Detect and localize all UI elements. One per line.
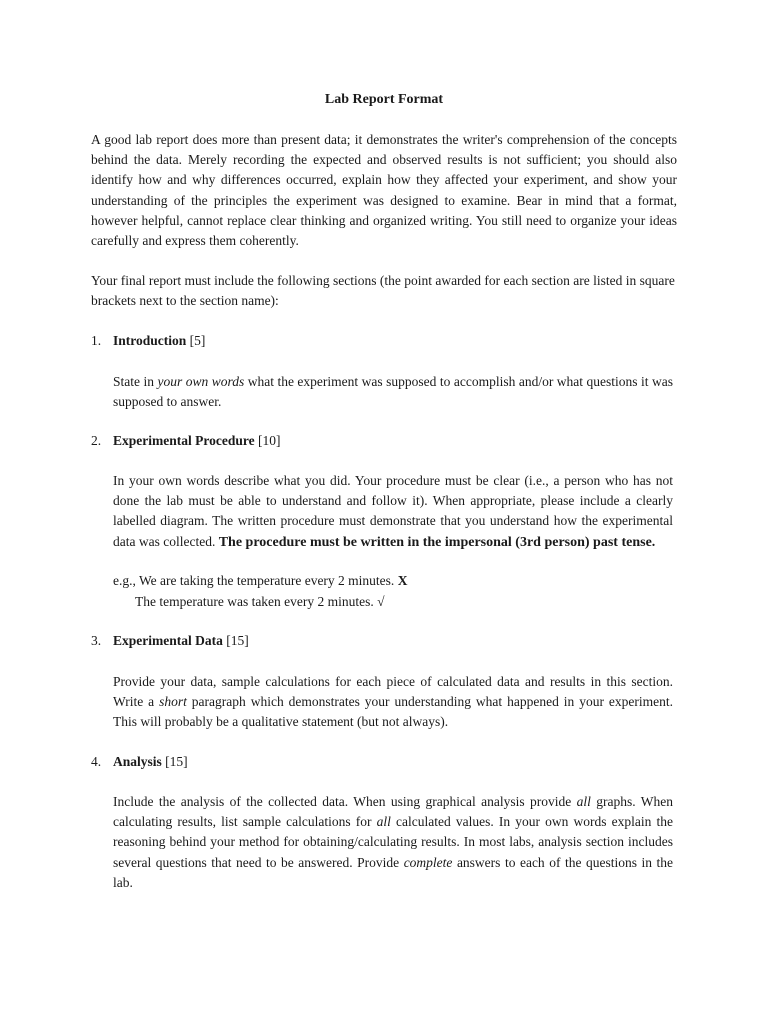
section-number: 1. — [91, 333, 102, 348]
body-text: Provide your data, sample calculations for each piece of calculated data and results in this section. Write a — [113, 674, 673, 710]
section-points: [10] — [257, 433, 281, 448]
body-text: graphs. When calculating results, list sample calculations for — [113, 794, 674, 830]
section-heading — [113, 331, 205, 351]
body-text: paragraph which demonstrates your understanding what happened in your experiment. This will probably be a qualitative statement (but not always). — [113, 694, 674, 730]
example-incorrect — [113, 571, 407, 591]
section-number: 2. — [91, 433, 102, 448]
body-text: Include the analysis of the collected data. When using graphical analysis provide — [113, 794, 577, 809]
body-text: what the experiment was supposed to accomplish and/or what questions it was supposed to answer. — [113, 374, 674, 410]
example-correct — [135, 592, 385, 612]
example-text: The temperature was taken every 2 minutes. — [135, 594, 378, 609]
section-body — [113, 372, 673, 412]
body-emphasis: all — [376, 814, 391, 830]
body-bold-requirement: The procedure must be written in the impersonal (3rd person) past tense. — [218, 534, 656, 550]
body-emphasis: complete — [403, 854, 453, 870]
body-text: calculated values. In your own words explain the reasoning behind your method for obtaining/calculating results. In most labs, analysis section includes several questions that need to be answered. Provide — [113, 814, 673, 870]
section-body — [113, 471, 673, 553]
section-name: Analysis — [113, 754, 162, 769]
section-heading — [113, 631, 249, 651]
body-text: answers to each of the questions in the lab. — [113, 854, 673, 890]
body-emphasis: short — [159, 694, 187, 710]
section-body — [113, 792, 673, 893]
body-emphasis: your own words — [157, 374, 245, 389]
section-heading — [113, 431, 280, 451]
section-heading — [113, 752, 188, 772]
section-points: [15] — [165, 754, 188, 769]
intro-paragraph: A good lab report does more than present data; it demonstrates the writer's comprehension of the concepts behind the data. Merely recording the expected and observed results is not sufficient; you should also identify how and why differences occurred, explain how they affected your experiment, and show your understanding of the principles the experiment was designed to examine. Bear in mind that a format, however helpful, cannot replace clear thinking and organized writing. You still need to organize your ideas carefully and express them coherently. — [91, 132, 677, 249]
body-text: State in — [113, 374, 158, 389]
section-number: 4. — [91, 754, 102, 769]
page-title: Lab Report Format — [324, 92, 444, 107]
body-text: In your own words describe what you did. Your procedure must be clear (i.e., a person who has not done the lab must be able to understand and follow it). When appropriate, please include a clearly labelled diagram. The written procedure must demonstrate that you understand how the experimental data was collected. — [113, 473, 673, 549]
incorrect-mark: X — [397, 573, 408, 588]
section-number: 3. — [91, 633, 102, 648]
body-emphasis: all — [576, 794, 591, 809]
example-text: e.g., We are taking the temperature every 2 minutes. — [113, 573, 398, 588]
section-name: Introduction — [113, 333, 187, 348]
section-points: [5] — [189, 333, 206, 348]
correct-mark: √ — [377, 594, 385, 609]
section-name: Experimental Data — [113, 633, 223, 648]
section-points: [15] — [226, 633, 249, 648]
section-name: Experimental Procedure — [113, 433, 255, 448]
sections-intro-paragraph: Your final report must include the following sections (the point awarded for each section are listed in square brackets next to the section name): — [91, 273, 675, 309]
section-body — [113, 672, 673, 733]
